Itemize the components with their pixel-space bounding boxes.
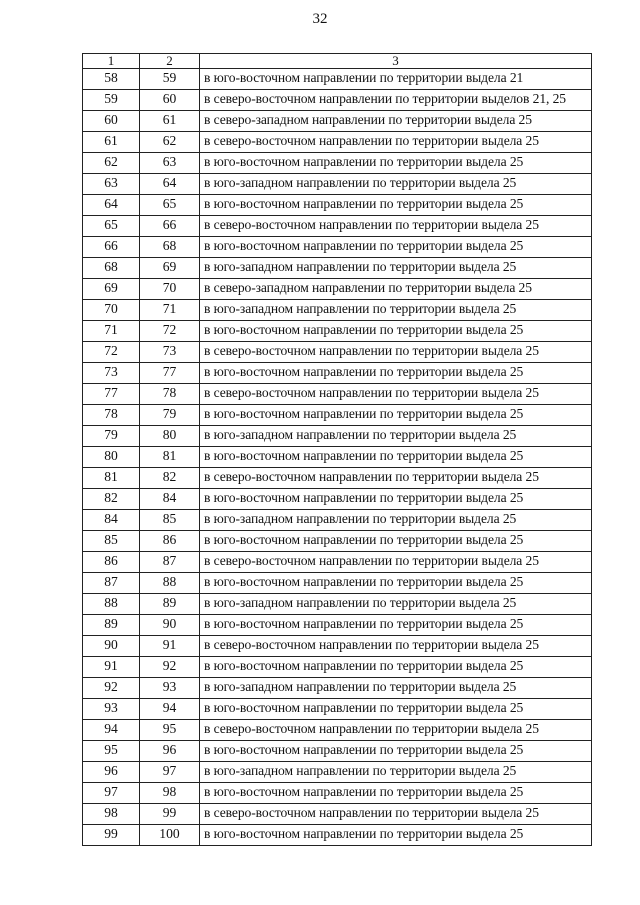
table-row — [83, 132, 592, 153]
table-row — [83, 90, 592, 111]
table-row — [83, 216, 592, 237]
direction-description-cell: в юго-восточном направлении по территории выдела 25 — [200, 783, 592, 804]
table-row — [83, 195, 592, 216]
from-point-cell: 78 — [83, 405, 140, 426]
to-point-cell: 86 — [140, 531, 200, 552]
table-row — [83, 384, 592, 405]
boundary-description-table — [82, 53, 592, 846]
table-row — [83, 174, 592, 195]
table-row — [83, 300, 592, 321]
direction-description-cell: в северо-восточном направлении по территории выдела 25 — [200, 636, 592, 657]
from-point-cell: 93 — [83, 699, 140, 720]
from-point-cell: 99 — [83, 825, 140, 846]
from-point-cell: 94 — [83, 720, 140, 741]
table-row — [83, 321, 592, 342]
from-point-cell: 58 — [83, 69, 140, 90]
to-point-cell: 63 — [140, 153, 200, 174]
to-point-cell: 92 — [140, 657, 200, 678]
table-row — [83, 342, 592, 363]
from-point-cell: 86 — [83, 552, 140, 573]
from-point-cell: 98 — [83, 804, 140, 825]
table-row — [83, 615, 592, 636]
direction-description-cell: в юго-восточном направлении по территории выдела 25 — [200, 741, 592, 762]
table-row — [83, 741, 592, 762]
direction-description-cell: в юго-восточном направлении по территории выдела 25 — [200, 363, 592, 384]
to-point-cell: 64 — [140, 174, 200, 195]
direction-description-cell: в юго-восточном направлении по территории выдела 25 — [200, 153, 592, 174]
direction-description-cell: в юго-восточном направлении по территории выдела 25 — [200, 237, 592, 258]
from-point-cell: 84 — [83, 510, 140, 531]
from-point-cell: 92 — [83, 678, 140, 699]
to-point-cell: 88 — [140, 573, 200, 594]
from-point-cell: 79 — [83, 426, 140, 447]
direction-description-cell: в юго-восточном направлении по территории выдела 25 — [200, 657, 592, 678]
direction-description-cell: в юго-восточном направлении по территории выдела 21 — [200, 69, 592, 90]
to-point-cell: 61 — [140, 111, 200, 132]
direction-description-cell: в юго-западном направлении по территории выдела 25 — [200, 258, 592, 279]
direction-description-cell: в северо-восточном направлении по территории выдела 25 — [200, 132, 592, 153]
to-point-cell: 91 — [140, 636, 200, 657]
header-col-2: 2 — [140, 54, 200, 69]
to-point-cell: 59 — [140, 69, 200, 90]
to-point-cell: 78 — [140, 384, 200, 405]
to-point-cell: 69 — [140, 258, 200, 279]
direction-description-cell: в северо-западном направлении по территории выдела 25 — [200, 111, 592, 132]
direction-description-cell: в юго-восточном направлении по территории выдела 25 — [200, 699, 592, 720]
page-number: 32 — [312, 11, 328, 27]
table-row — [83, 426, 592, 447]
direction-description-cell: в юго-западном направлении по территории выдела 25 — [200, 426, 592, 447]
table-row — [83, 804, 592, 825]
to-point-cell: 84 — [140, 489, 200, 510]
to-point-cell: 80 — [140, 426, 200, 447]
header-row — [83, 54, 592, 69]
table-row — [83, 69, 592, 90]
table-row — [83, 510, 592, 531]
header-col-3: 3 — [200, 54, 592, 69]
to-point-cell: 87 — [140, 552, 200, 573]
from-point-cell: 97 — [83, 783, 140, 804]
direction-description-cell: в северо-восточном направлении по территории выдела 25 — [200, 384, 592, 405]
direction-description-cell: в юго-восточном направлении по территории выдела 25 — [200, 405, 592, 426]
to-point-cell: 79 — [140, 405, 200, 426]
direction-description-cell: в юго-восточном направлении по территории выдела 25 — [200, 489, 592, 510]
direction-description-cell: в юго-западном направлении по территории выдела 25 — [200, 678, 592, 699]
to-point-cell: 68 — [140, 237, 200, 258]
table-row — [83, 678, 592, 699]
from-point-cell: 87 — [83, 573, 140, 594]
direction-description-cell: в юго-восточном направлении по территории выдела 25 — [200, 573, 592, 594]
to-point-cell: 93 — [140, 678, 200, 699]
table-row — [83, 111, 592, 132]
from-point-cell: 72 — [83, 342, 140, 363]
direction-description-cell: в юго-западном направлении по территории выдела 25 — [200, 762, 592, 783]
table-row — [83, 720, 592, 741]
from-point-cell: 80 — [83, 447, 140, 468]
table-row — [83, 531, 592, 552]
to-point-cell: 97 — [140, 762, 200, 783]
from-point-cell: 61 — [83, 132, 140, 153]
direction-description-cell: в юго-западном направлении по территории выдела 25 — [200, 300, 592, 321]
direction-description-cell: в юго-западном направлении по территории выдела 25 — [200, 174, 592, 195]
from-point-cell: 70 — [83, 300, 140, 321]
to-point-cell: 65 — [140, 195, 200, 216]
table-row — [83, 657, 592, 678]
direction-description-cell: в юго-восточном направлении по территории выдела 25 — [200, 531, 592, 552]
from-point-cell: 62 — [83, 153, 140, 174]
from-point-cell: 89 — [83, 615, 140, 636]
from-point-cell: 64 — [83, 195, 140, 216]
from-point-cell: 69 — [83, 279, 140, 300]
table-row — [83, 363, 592, 384]
table-body — [83, 69, 592, 846]
to-point-cell: 96 — [140, 741, 200, 762]
from-point-cell: 77 — [83, 384, 140, 405]
direction-description-cell: в юго-восточном направлении по территории выдела 25 — [200, 321, 592, 342]
to-point-cell: 82 — [140, 468, 200, 489]
to-point-cell: 72 — [140, 321, 200, 342]
from-point-cell: 59 — [83, 90, 140, 111]
to-point-cell: 77 — [140, 363, 200, 384]
table-row — [83, 825, 592, 846]
table-row — [83, 489, 592, 510]
direction-description-cell: в северо-восточном направлении по территории выдела 25 — [200, 468, 592, 489]
to-point-cell: 95 — [140, 720, 200, 741]
from-point-cell: 81 — [83, 468, 140, 489]
direction-description-cell: в северо-восточном направлении по территории выдела 25 — [200, 720, 592, 741]
from-point-cell: 82 — [83, 489, 140, 510]
to-point-cell: 89 — [140, 594, 200, 615]
direction-description-cell: в северо-восточном направлении по территории выделов 21, 25 — [200, 90, 592, 111]
table-row — [83, 405, 592, 426]
from-point-cell: 90 — [83, 636, 140, 657]
from-point-cell: 60 — [83, 111, 140, 132]
direction-description-cell: в юго-западном направлении по территории выдела 25 — [200, 594, 592, 615]
to-point-cell: 71 — [140, 300, 200, 321]
table-row — [83, 279, 592, 300]
from-point-cell: 65 — [83, 216, 140, 237]
direction-description-cell: в северо-западном направлении по территории выдела 25 — [200, 279, 592, 300]
table-row — [83, 762, 592, 783]
table-row — [83, 153, 592, 174]
from-point-cell: 85 — [83, 531, 140, 552]
to-point-cell: 85 — [140, 510, 200, 531]
to-point-cell: 70 — [140, 279, 200, 300]
direction-description-cell: в юго-восточном направлении по территории выдела 25 — [200, 825, 592, 846]
from-point-cell: 88 — [83, 594, 140, 615]
to-point-cell: 73 — [140, 342, 200, 363]
direction-description-cell: в северо-восточном направлении по территории выдела 25 — [200, 804, 592, 825]
header-col-1: 1 — [83, 54, 140, 69]
table-row — [83, 783, 592, 804]
to-point-cell: 81 — [140, 447, 200, 468]
to-point-cell: 98 — [140, 783, 200, 804]
to-point-cell: 100 — [140, 825, 200, 846]
from-point-cell: 73 — [83, 363, 140, 384]
direction-description-cell: в юго-восточном направлении по территории выдела 25 — [200, 447, 592, 468]
to-point-cell: 66 — [140, 216, 200, 237]
direction-description-cell: в северо-восточном направлении по территории выдела 25 — [200, 216, 592, 237]
table-row — [83, 258, 592, 279]
from-point-cell: 66 — [83, 237, 140, 258]
from-point-cell: 96 — [83, 762, 140, 783]
table-row — [83, 573, 592, 594]
from-point-cell: 71 — [83, 321, 140, 342]
table-row — [83, 636, 592, 657]
to-point-cell: 99 — [140, 804, 200, 825]
table-row — [83, 237, 592, 258]
table-header — [83, 54, 592, 69]
to-point-cell: 62 — [140, 132, 200, 153]
direction-description-cell: в северо-восточном направлении по территории выдела 25 — [200, 342, 592, 363]
table-row — [83, 594, 592, 615]
table-row — [83, 699, 592, 720]
to-point-cell: 60 — [140, 90, 200, 111]
to-point-cell: 94 — [140, 699, 200, 720]
table-row — [83, 468, 592, 489]
direction-description-cell: в юго-западном направлении по территории выдела 25 — [200, 510, 592, 531]
direction-description-cell: в юго-восточном направлении по территории выдела 25 — [200, 195, 592, 216]
from-point-cell: 95 — [83, 741, 140, 762]
from-point-cell: 63 — [83, 174, 140, 195]
table-row — [83, 447, 592, 468]
to-point-cell: 90 — [140, 615, 200, 636]
direction-description-cell: в северо-восточном направлении по территории выдела 25 — [200, 552, 592, 573]
from-point-cell: 91 — [83, 657, 140, 678]
table-row — [83, 552, 592, 573]
direction-description-cell: в юго-восточном направлении по территории выдела 25 — [200, 615, 592, 636]
from-point-cell: 68 — [83, 258, 140, 279]
